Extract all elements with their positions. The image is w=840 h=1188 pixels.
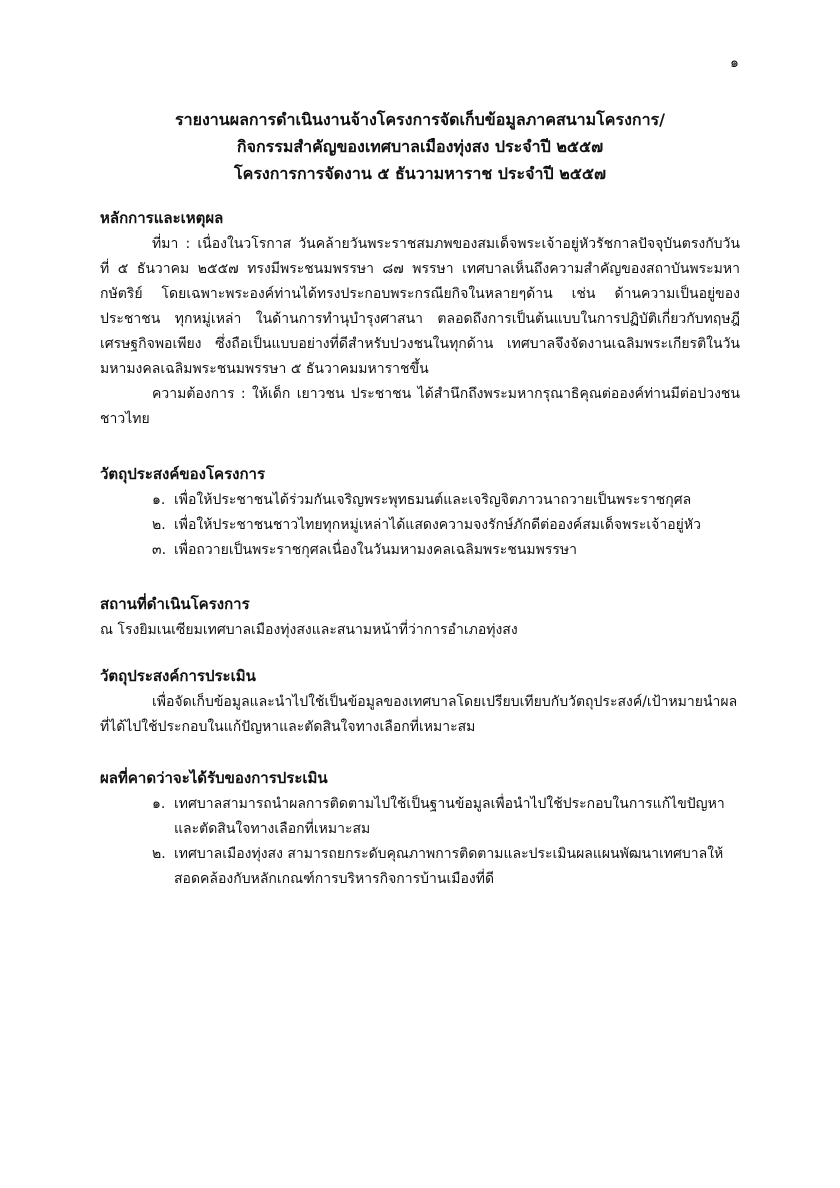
page-number: ๑ [730,55,739,71]
list-item [152,842,740,892]
title-line-1: รายงานผลการดำเนินงานจ้างโครงการจัดเก็บข้อมูลภาคสนามโครงการ/ [175,110,665,129]
list-item [152,538,740,563]
evaluation-objective-text: เพื่อจัดเก็บข้อมูลและนำไปใช้เป็นข้อมูลของเทศบาลโดยเปรียบเทียบกับวัตถุประสงค์/เป้าหมายนำผลที่ได้ไปใช้ประกอบในแก้ปัญหาและตัดสินใจทางเลือกที่เหมาะสม [100,694,738,735]
principles-heading: หลักการและเหตุผล [100,209,224,227]
section-objectives [100,462,740,563]
section-expected-results [100,766,740,892]
list-marker: ๑. [152,796,166,812]
section-principles [100,206,740,432]
list-marker: ๒. [152,846,166,862]
evaluation-objective-heading: วัตถุประสงค์การประเมิน [100,667,256,685]
title-line-3: โครงการการจัดงาน ๕ ธันวามหาราช ประจำปี ๒๕๕๗ [234,164,606,183]
list-item-text: เพื่อถวายเป็นพระราชกุศลเนื่องในวันมหามงคลเฉลิมพระชนมพรรษา [174,542,577,558]
principles-need-paragraph: ความต้องการ : ให้เด็ก เยาวชน ประชาชน ได้สำนึกถึงพระมหากรุณาธิคุณต่อองค์ท่านมีต่อปวงชนชาวไทย [100,386,740,427]
section-location [100,592,740,643]
section-evaluation-objective [100,664,740,740]
report-title [100,106,740,187]
location-heading: สถานที่ดำเนินโครงการ [100,595,250,613]
list-item-text: เพื่อให้ประชาชนชาวไทยทุกหมู่เหล่าได้แสดงความจงรักษ์ภักดีต่อองค์สมเด็จพระเจ้าอยู่หัว [174,517,701,533]
objectives-list [100,488,740,563]
principles-source-paragraph: ที่มา : เนื่องในวโรกาส วันคล้ายวันพระราชสมภพของสมเด็จพระเจ้าอยู่หัวรัชกาลปัจจุบันตรงกับวันที่ ๕ ธันวาคม ๒๕๕๗ ทรงมีพระชนมพรรษา ๘๗ พรรษา เทศบาลเห็นถึงความสำคัญของสถาบันพระมหากษัตริย์ โดยเฉพาะพระองค์ท่านได้ทรงประกอบพระกรณียกิจในหลายๆด้าน เช่น ด้านความเป็นอยู่ของประชาชน ทุกหมู่เหล่า ในด้านการทำนุบำรุงศาสนา ตลอดถึงการเป็นต้นแบบในการปฏิบัติเกี่ยวกับทฤษฎีเศรษฐกิจพอเพียง ซึ่งถือเป็นแบบอย่างที่ดีสำหรับปวงชนในทุกด้าน เทศบาลจึงจัดงานเฉลิมพระเกียรติในวันมหามงคลเฉลิมพระชนมพรรษา ๕ ธันวาคมมหาราชขึ้น [100,236,740,377]
list-item-text: เพื่อให้ประชาชนได้ร่วมกันเจริญพระพุทธมนต์และเจริญจิตภาวนาถวายเป็นพระราชกุศล [174,492,692,508]
list-item [152,513,740,538]
list-item [152,488,740,513]
expected-results-heading: ผลที่คาดว่าจะได้รับของการประเมิน [100,769,328,787]
objectives-heading: วัตถุประสงค์ของโครงการ [100,465,266,483]
expected-results-list [100,792,740,892]
list-item-text: เทศบาลเมืองทุ่งสง สามารถยกระดับคุณภาพการติดตามและประเมินผลแผนพัฒนาเทศบาลให้สอดคล้องกับหลักเกณฑ์การบริหารกิจการบ้านเมืองที่ดี [174,846,724,887]
list-item-text: เทศบาลสามารถนำผลการติดตามไปใช้เป็นฐานข้อมูลเพื่อนำไปใช้ประกอบในการแก้ไขปัญหาและตัดสินใจทางเลือกที่เหมาะสม [174,796,725,837]
list-item [152,792,740,842]
list-marker: ๑. [152,492,166,508]
list-marker: ๓. [152,542,167,558]
location-text: ณ โรงยิมเนเซียมเทศบาลเมืองทุ่งสงและสนามหน้าที่ว่าการอำเภอทุ่งสง [100,622,518,638]
title-line-2: กิจกรรมสำคัญของเทศบาลเมืองทุ่งสง ประจำปี ๒๕๕๗ [236,137,604,156]
list-marker: ๒. [152,517,166,533]
